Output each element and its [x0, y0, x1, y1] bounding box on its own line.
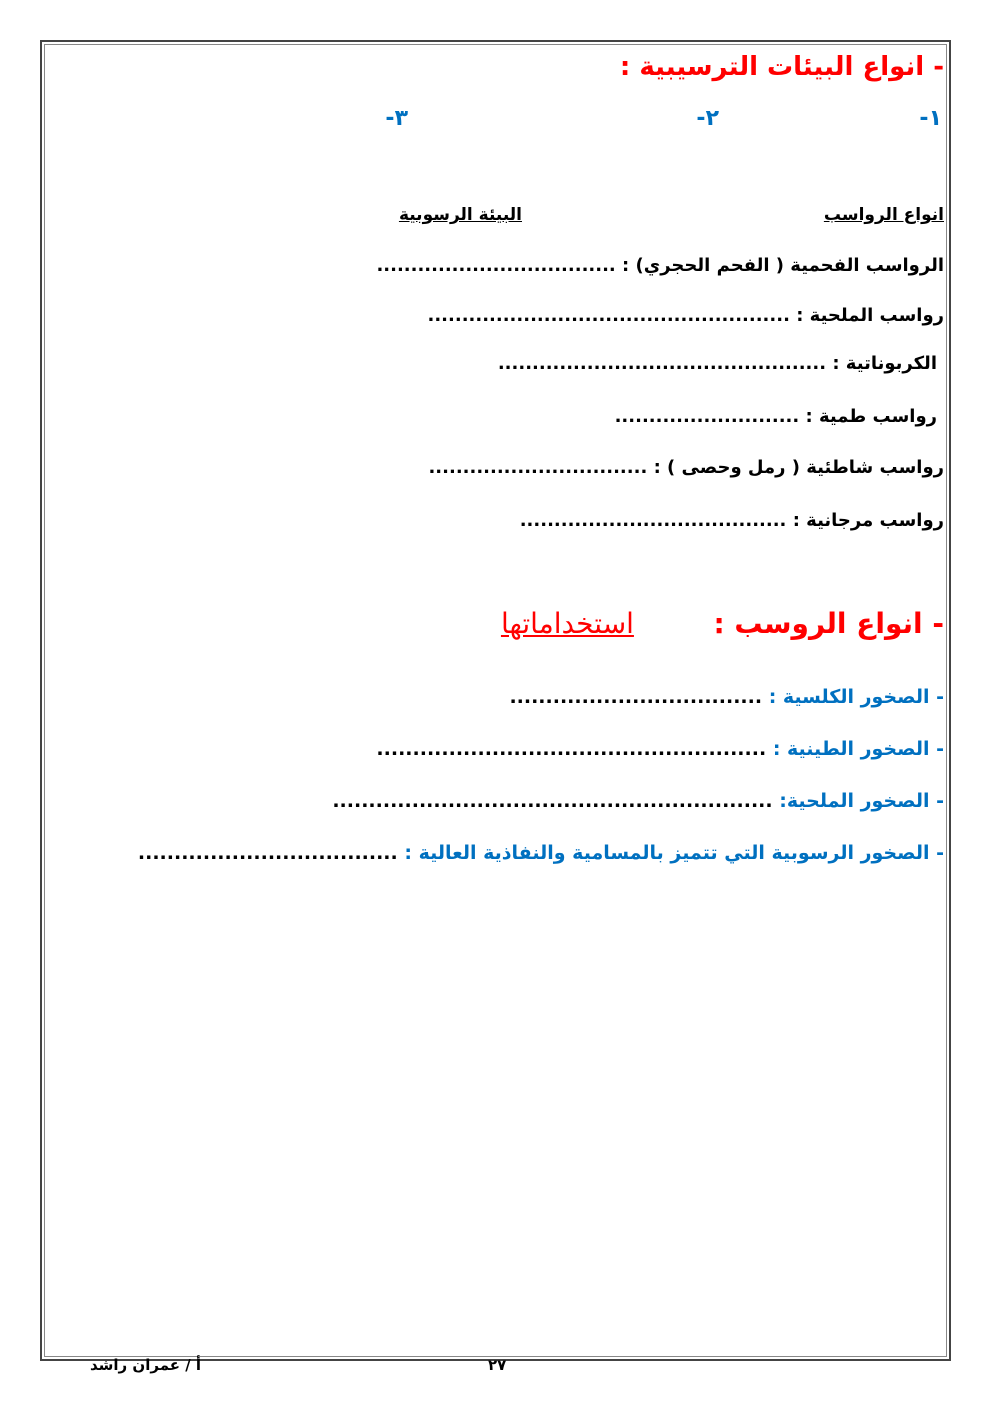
header-sedimentary-environment: البيئة الرسوبية — [398, 205, 522, 225]
section2-title — [501, 607, 944, 640]
deposit-blank: ..................................................... — [427, 305, 790, 326]
item-number-1: ١- — [919, 106, 942, 131]
section2-title-text: - انواع الروسب : — [713, 607, 944, 640]
header-deposit-types: انواع الرواسب — [823, 205, 944, 225]
deposit-row-coal — [376, 255, 944, 276]
deposit-blank: ................................ — [428, 457, 648, 478]
deposit-row-coral — [520, 510, 944, 531]
rock-blank: ............................................................. — [332, 790, 773, 812]
rock-row-calcareous — [509, 686, 944, 708]
deposit-label: رواسب طمية : — [805, 406, 937, 427]
deposit-blank: ................................................ — [497, 353, 827, 374]
rock-row-salt — [332, 790, 944, 812]
deposit-row-salt — [428, 305, 945, 326]
rock-label: - الصخور الملحية: — [779, 790, 944, 812]
rock-blank: .................................... — [137, 842, 398, 864]
item-number-2: ٢- — [696, 106, 719, 131]
rock-blank: ...................................................... — [376, 738, 767, 760]
item-number-3: ٣- — [385, 106, 408, 131]
deposit-row-carbonate — [498, 353, 937, 374]
author-name: أ / عمران راشد — [90, 1356, 202, 1374]
deposit-blank: ................................... — [376, 255, 616, 276]
deposit-label: رواسب الملحية : — [796, 305, 944, 326]
deposit-row-beach — [428, 457, 944, 478]
rock-row-porous — [138, 842, 944, 864]
page-number: ٢٧ — [488, 1356, 507, 1374]
rock-blank: ................................... — [509, 686, 763, 708]
deposit-row-silt — [615, 406, 937, 427]
deposit-label: الكربوناتية : — [832, 353, 937, 374]
rock-label: - الصخور الرسوبية التي تتميز بالمسامية والنفاذية العالية : — [404, 842, 944, 864]
section1-title: - انواع البيئات الترسيبية : — [619, 52, 944, 82]
rock-label: - الصخور الكلسية : — [768, 686, 944, 708]
deposit-label: الرواسب الفحمية ( الفحم الحجري) : — [622, 255, 944, 276]
rock-label: - الصخور الطينية : — [772, 738, 944, 760]
rock-row-clay — [376, 738, 944, 760]
deposit-blank: ....................................... — [519, 510, 787, 531]
uses-label: استخداماتها — [500, 607, 634, 640]
deposit-label: رواسب شاطئية ( رمل وحصى ) : — [653, 457, 944, 478]
deposit-blank: ........................... — [614, 406, 800, 427]
deposit-label: رواسب مرجانية : — [792, 510, 944, 531]
